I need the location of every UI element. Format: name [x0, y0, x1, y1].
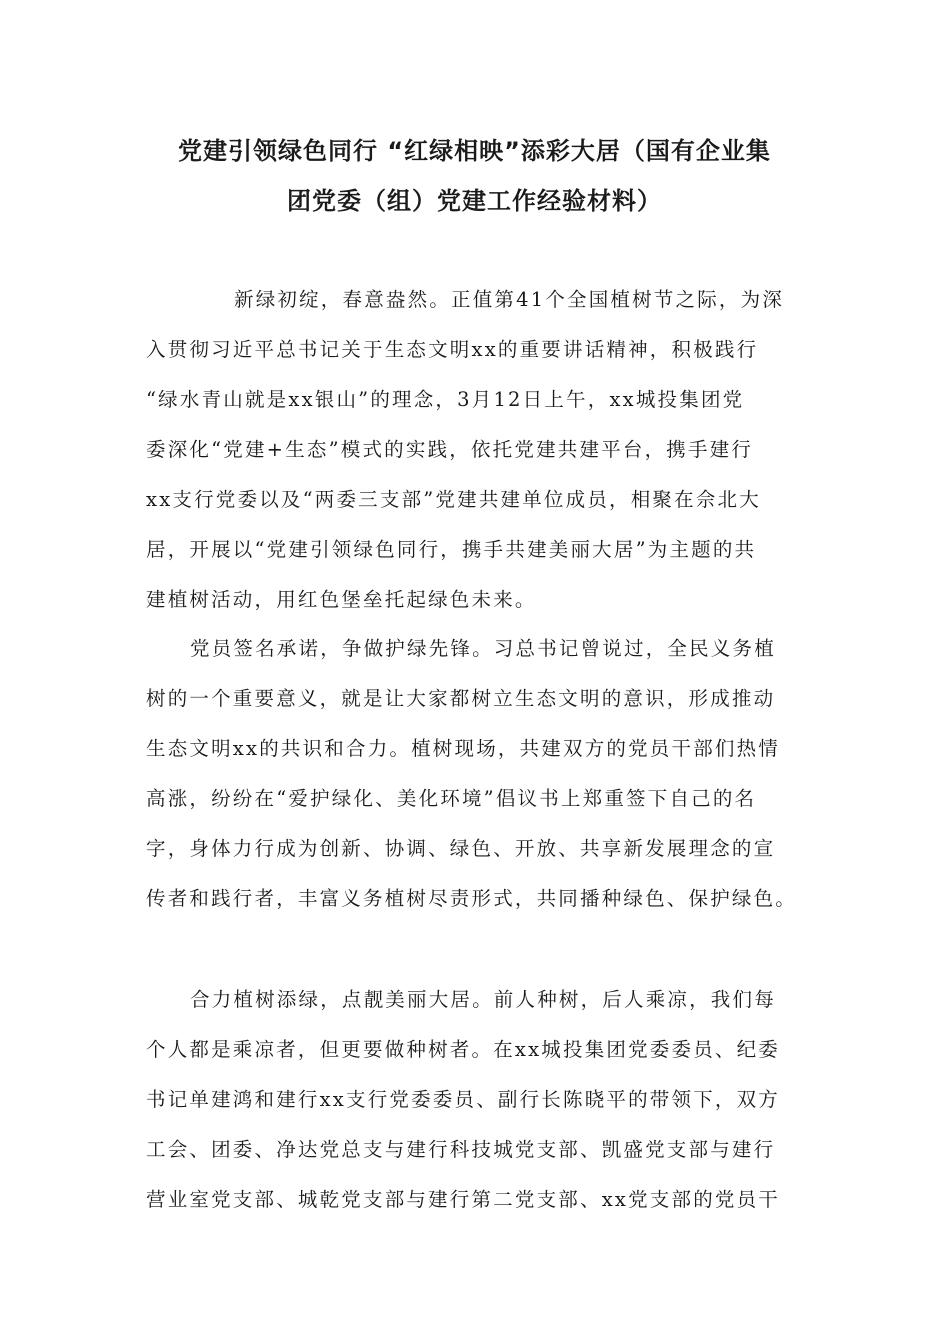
- paragraph-2-line-1: 党员签名承诺，争做护绿先锋。习总书记曾说过，全民义务植: [190, 637, 776, 660]
- paragraph-2-line-3: 生态文明xx的共识和合力。植树现场，共建双方的党员干部们热情: [146, 737, 780, 760]
- paragraph-3-line-1: 合力植树添绿，点靓美丽大居。前人种树，后人乘凉，我们每: [190, 988, 776, 1011]
- paragraph-1-line-7: 建植树活动，用红色堡垒托起绿色未来。: [146, 588, 537, 611]
- paragraph-1-line-5: xx支行党委以及“两委三支部”党建共建单位成员，相聚在佘北大: [146, 488, 761, 511]
- paragraph-1-line-2: 入贯彻习近平总书记关于生态文明xx的重要讲话精神，积极践行: [146, 338, 759, 361]
- paragraph-1-line-3: “绿水青山就是xx银山”的理念，3月12日上午，xx城投集团党: [146, 388, 745, 411]
- paragraph-3-line-3: 书记单建鸿和建行xx支行党委委员、副行长陈晓平的带领下，双方: [146, 1088, 780, 1111]
- document-title-line-1: 党建引领绿色同行 “红绿相映”添彩大居（国有企业集: [178, 137, 771, 165]
- paragraph-3-line-5: 营业室党支部、城乾党支部与建行第二党支部、xx党支部的党员干: [146, 1188, 780, 1211]
- document-title-line-2: 团党委（组）党建工作经验材料）: [287, 187, 662, 215]
- paragraph-3-line-2: 个人都是乘凉者，但更要做种树者。在xx城投集团党委委员、纪委: [146, 1038, 780, 1061]
- paragraph-1-line-4: 委深化“党建+生态”模式的实践，依托党建共建平台，携手建行: [146, 438, 754, 461]
- paragraph-2-line-5: 字，身体力行成为创新、协调、绿色、开放、共享新发展理念的宣: [146, 837, 776, 860]
- paragraph-1-line-6: 居，开展以“党建引领绿色同行，携手共建美丽大居”为主题的共: [146, 538, 757, 561]
- paragraph-2-line-6: 传者和践行者，丰富义务植树尽责形式，共同播种绿色、保护绿色。: [146, 887, 798, 910]
- paragraph-3-line-4: 工会、团委、净达党总支与建行科技城党支部、凯盛党支部与建行: [146, 1138, 776, 1161]
- paragraph-2-line-4: 高涨，纷纷在“爱护绿化、美化环境”倡议书上郑重签下自己的名: [146, 787, 757, 810]
- paragraph-1-line-1: 新绿初绽，春意盎然。正值第41个全国植树节之际，为深: [234, 288, 785, 311]
- paragraph-2-line-2: 树的一个重要意义，就是让大家都树立生态文明的意识，形成推动: [146, 687, 776, 710]
